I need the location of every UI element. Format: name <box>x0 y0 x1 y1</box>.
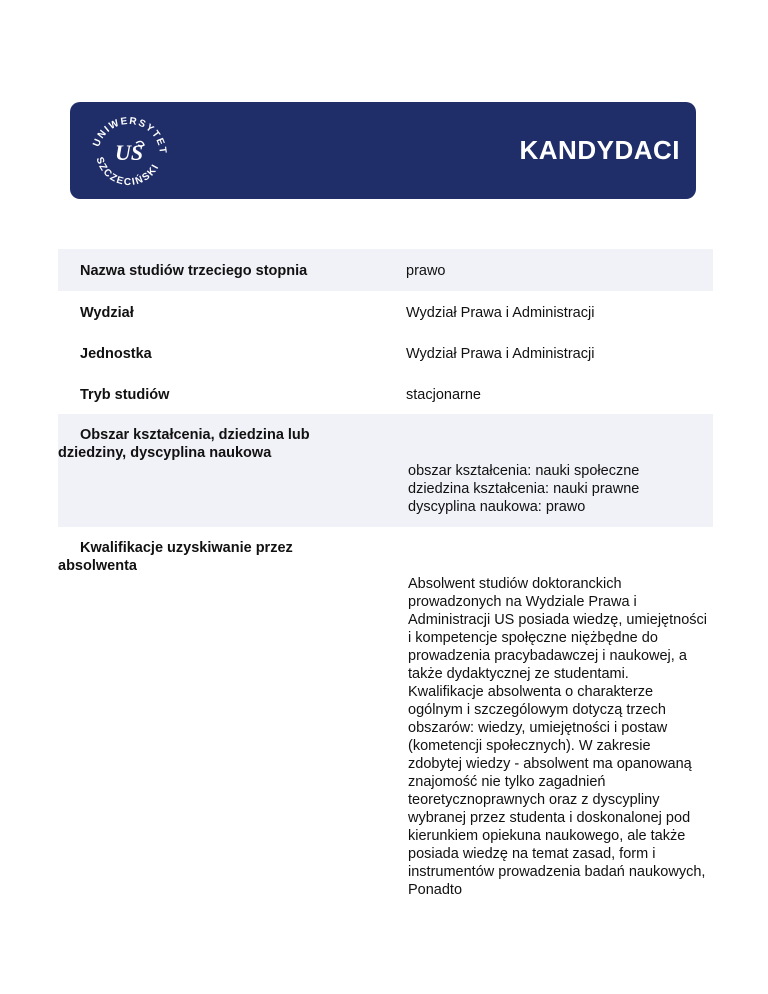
row-label: Wydział <box>80 305 134 321</box>
header-banner <box>70 102 696 199</box>
table-row <box>58 373 713 414</box>
svg-text:UNIWERSYTET: UNIWERSYTET <box>91 115 169 156</box>
row-label: Kwalifikacje uzyskiwanie przez absolwenta <box>58 540 293 574</box>
svg-text:US: US <box>114 140 144 165</box>
svg-text:SZCZECIŃSKI: SZCZECIŃSKI <box>93 155 162 189</box>
university-seal-icon <box>86 108 172 194</box>
value-line: dziedzina kształcenia: nauki prawne <box>408 481 640 497</box>
row-value: prawo <box>406 263 446 279</box>
table-row <box>58 249 713 291</box>
table-row <box>58 527 713 899</box>
row-label: Tryb studiów <box>80 387 170 403</box>
table-row <box>58 291 713 332</box>
row-label: Nazwa studiów trzeciego stopnia <box>80 263 308 279</box>
info-table <box>58 249 713 899</box>
row-label: Jednostka <box>80 346 152 362</box>
value-line: obszar kształcenia: nauki społeczne <box>408 463 640 479</box>
university-logo <box>86 108 172 194</box>
row-value: Absolwent studiów doktoranckich prowadzonych na Wydziale Prawa i Administracji US posiada wiedzę, umiejętności i kompetencje społęczne niężbędne do prowadzenia pracybadawczej i naukowej, a także dydaktycznej ze studentami. Kwalifikacje absolwenta o charakterze ogólnym i szczególowym dotyczą trzech obszarów: wiedzy, umiejętności i postaw (kometencji społecznych). W zakresie zdobytej wiedzy - absolwent ma opanowaną znajomość nie tylko zagadnień teoretycznoprawnych oraz z dyscypliny wybranej przez studenta i doskonalonej pod kierunkiem opiekuna naukowego, ale także posiada wiedzę na temat zasad, form i instrumentów prowadzenia badań naukowych, Ponadto <box>408 576 707 898</box>
row-value: Wydział Prawa i Administracji <box>406 305 595 321</box>
row-label: Obszar kształcenia, dziedzina lub dziedziny, dyscyplina naukowa <box>58 427 310 461</box>
table-row <box>58 414 713 527</box>
row-value: stacjonarne <box>406 387 481 403</box>
row-value: Wydział Prawa i Administracji <box>406 346 595 362</box>
banner-title: KANDYDACI <box>519 135 680 165</box>
value-line: dyscyplina naukowa: prawo <box>408 499 586 515</box>
row-value <box>398 462 708 516</box>
table-row <box>58 332 713 373</box>
